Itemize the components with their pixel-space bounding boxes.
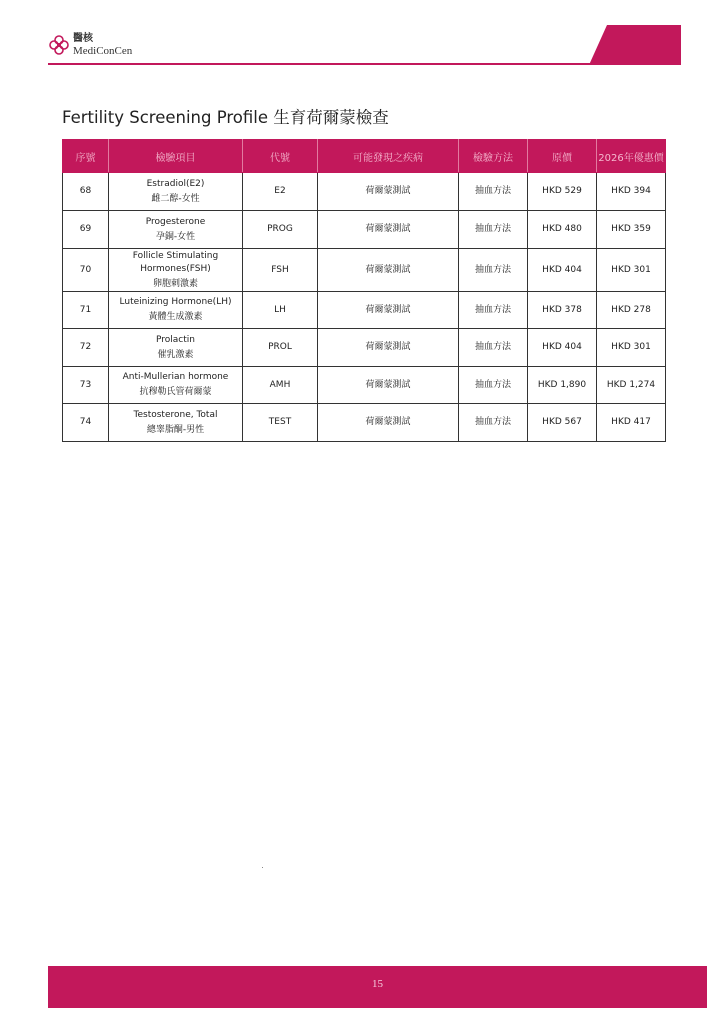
possible-disease: 荷爾蒙測試 bbox=[318, 329, 459, 367]
table-row bbox=[63, 249, 666, 292]
test-item-chinese: 催乳激素 bbox=[157, 349, 194, 360]
test-item bbox=[109, 404, 243, 442]
test-code: FSH bbox=[243, 249, 318, 292]
column-header-item: 檢驗項目 bbox=[109, 140, 243, 173]
original-price: HKD 404 bbox=[528, 329, 597, 367]
table-row bbox=[63, 292, 666, 329]
test-code: AMH bbox=[243, 367, 318, 404]
test-item-english: Follicle Stimulating Hormones(FSH) bbox=[132, 250, 219, 274]
original-price: HKD 378 bbox=[528, 292, 597, 329]
test-method: 抽血方法 bbox=[459, 367, 528, 404]
original-price: HKD 404 bbox=[528, 249, 597, 292]
test-item bbox=[109, 329, 243, 367]
test-item-english: Estradiol(E2) bbox=[146, 178, 205, 189]
test-item-chinese: 抗穆勒氏管荷爾蒙 bbox=[139, 387, 212, 397]
column-header-disease: 可能發現之疾病 bbox=[318, 140, 459, 173]
test-method: 抽血方法 bbox=[459, 292, 528, 329]
row-number: 70 bbox=[63, 249, 109, 292]
possible-disease: 荷爾蒙測試 bbox=[318, 367, 459, 404]
promo-price: HKD 417 bbox=[597, 404, 666, 442]
test-item-chinese: 總睾脂酮-男性 bbox=[146, 424, 205, 435]
test-item-english: Testosterone, Total bbox=[133, 409, 218, 420]
test-item-chinese: 孕銅-女性 bbox=[155, 231, 196, 242]
header-divider bbox=[48, 63, 681, 65]
test-method: 抽血方法 bbox=[459, 211, 528, 249]
test-item-english: Progesterone bbox=[145, 216, 206, 227]
row-number: 72 bbox=[63, 329, 109, 367]
table-row bbox=[63, 173, 666, 211]
possible-disease: 荷爾蒙測試 bbox=[318, 211, 459, 249]
logo-flower-icon bbox=[48, 34, 70, 56]
row-number: 69 bbox=[63, 211, 109, 249]
test-method: 抽血方法 bbox=[459, 329, 528, 367]
possible-disease: 荷爾蒙測試 bbox=[318, 292, 459, 329]
test-item bbox=[109, 173, 243, 211]
test-method: 抽血方法 bbox=[459, 249, 528, 292]
logo-chinese-text: 醫核 bbox=[73, 33, 93, 44]
footer-bar bbox=[48, 966, 707, 1008]
table-header-row bbox=[63, 140, 666, 173]
test-code: LH bbox=[243, 292, 318, 329]
test-item-english: Luteinizing Hormone(LH) bbox=[119, 297, 232, 307]
promo-price: HKD 301 bbox=[597, 249, 666, 292]
test-code: PROL bbox=[243, 329, 318, 367]
test-code: E2 bbox=[243, 173, 318, 211]
test-method: 抽血方法 bbox=[459, 404, 528, 442]
logo-english-text: MediConCen bbox=[73, 45, 133, 57]
test-item bbox=[109, 211, 243, 249]
test-item-chinese: 卵胞刺激素 bbox=[152, 278, 198, 289]
promo-price: HKD 394 bbox=[597, 173, 666, 211]
promo-price: HKD 1,274 bbox=[597, 367, 666, 404]
test-code: TEST bbox=[243, 404, 318, 442]
promo-price: HKD 301 bbox=[597, 329, 666, 367]
possible-disease: 荷爾蒙測試 bbox=[318, 404, 459, 442]
possible-disease: 荷爾蒙測試 bbox=[318, 173, 459, 211]
page-number: 15 bbox=[372, 978, 383, 990]
original-price: HKD 1,890 bbox=[528, 367, 597, 404]
header-accent-tab bbox=[589, 25, 681, 65]
test-item bbox=[109, 292, 243, 329]
original-price: HKD 480 bbox=[528, 211, 597, 249]
page-title: Fertility Screening Profile 生育荷爾蒙檢查 bbox=[62, 108, 389, 127]
test-method: 抽血方法 bbox=[459, 173, 528, 211]
column-header-promo-price: 2026年優惠價 bbox=[597, 140, 666, 173]
column-header-price: 原價 bbox=[528, 140, 597, 173]
row-number: 68 bbox=[63, 173, 109, 211]
scan-speck bbox=[262, 867, 263, 868]
promo-price: HKD 359 bbox=[597, 211, 666, 249]
original-price: HKD 529 bbox=[528, 173, 597, 211]
test-item-chinese: 雌二醇-女性 bbox=[151, 193, 200, 204]
column-header-code: 代號 bbox=[243, 140, 318, 173]
row-number: 71 bbox=[63, 292, 109, 329]
test-item-chinese: 黃體生成激素 bbox=[148, 312, 203, 322]
promo-price: HKD 278 bbox=[597, 292, 666, 329]
column-header-method: 檢驗方法 bbox=[459, 140, 528, 173]
test-item bbox=[109, 367, 243, 404]
table-row bbox=[63, 329, 666, 367]
original-price: HKD 567 bbox=[528, 404, 597, 442]
company-logo bbox=[48, 33, 132, 57]
possible-disease: 荷爾蒙測試 bbox=[318, 249, 459, 292]
column-header-no: 序號 bbox=[63, 140, 109, 173]
test-item bbox=[109, 249, 243, 292]
table-row bbox=[63, 367, 666, 404]
test-item-english: Anti-Mullerian hormone bbox=[122, 372, 229, 382]
row-number: 74 bbox=[63, 404, 109, 442]
row-number: 73 bbox=[63, 367, 109, 404]
price-table bbox=[62, 139, 666, 442]
table-row bbox=[63, 404, 666, 442]
table-row bbox=[63, 211, 666, 249]
test-code: PROG bbox=[243, 211, 318, 249]
test-item-english: Prolactin bbox=[156, 334, 195, 345]
